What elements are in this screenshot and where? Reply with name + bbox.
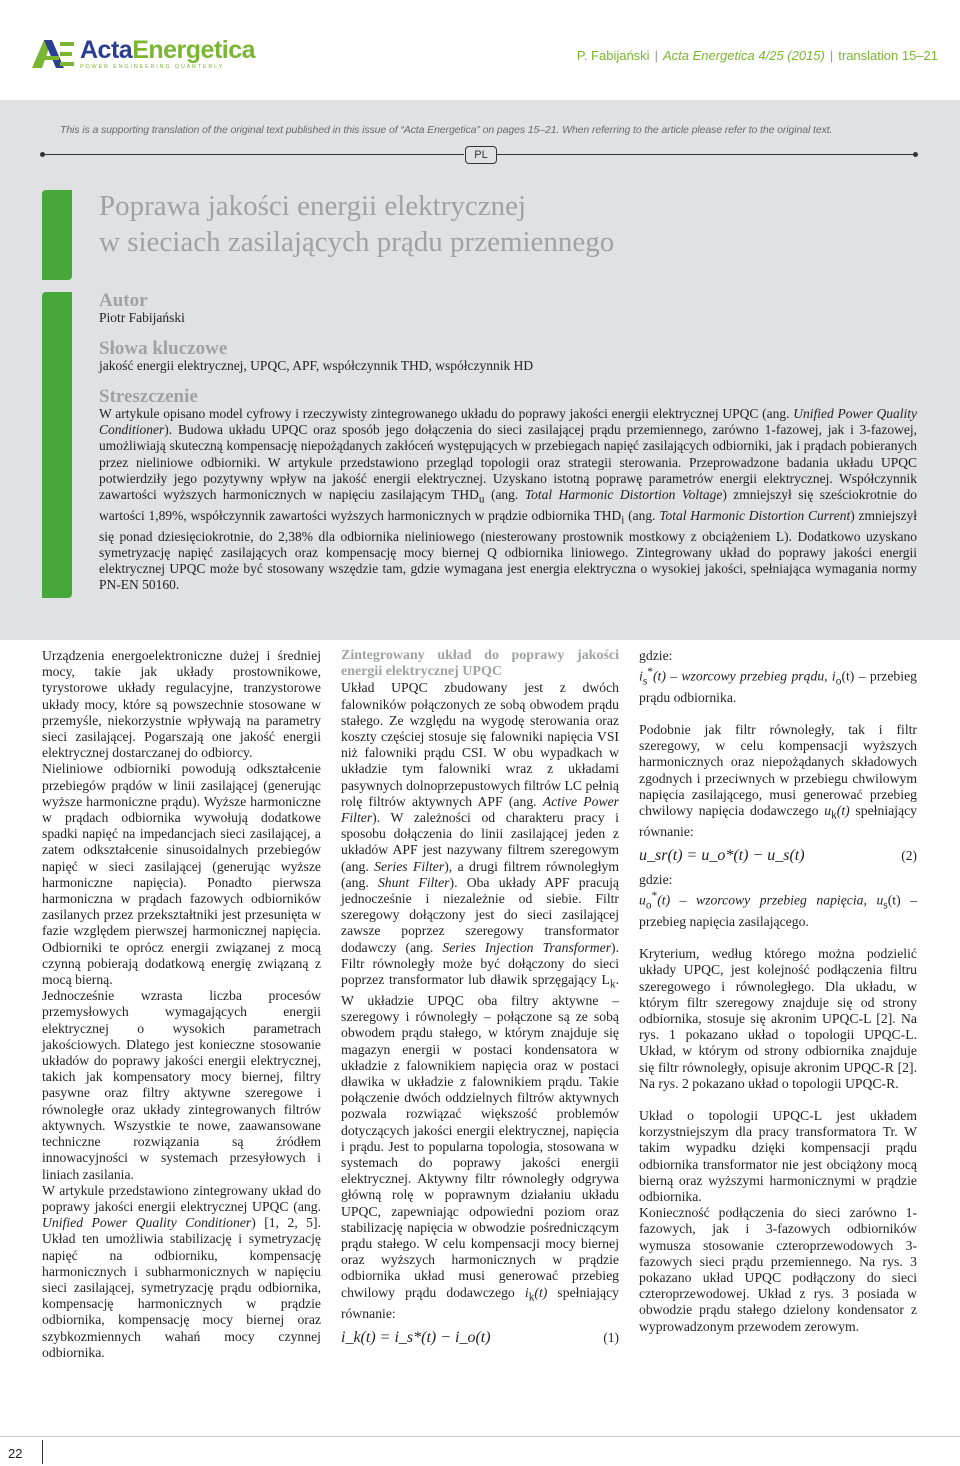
body-column-2 [341, 648, 619, 1354]
equation-2-formula: u_sr(t) = u_o*(t) − u_s(t) [639, 847, 805, 865]
rule-dot-right [913, 152, 918, 157]
paragraph: Układ o topologii UPQC-L jest układem korzystniejszym dla pracy transformatora Tr. W takim wypadku dzięki kompensacji prądu odbiornika transformator nie jest obciążony mocą bierną oraz wyższymi harmonicznymi w prądzie odbiornika. [639, 1108, 917, 1205]
logo-acta: Acta [80, 36, 133, 64]
equation-2-number: (2) [901, 848, 917, 864]
paragraph: Urządzenia energoelektroniczne dużej i średniej mocy, takie jak układy prostownikowe, tyrystorowe układy regulacyjne, tranzystorowe układy mocy, które są powszechnie stosowane w przemyśle, niekorzystnie wpływają na parametry sieci zasilającej. Pogarszają one jakość energii elektrycznej dostarczanej do odbiorcy. [42, 648, 321, 761]
keywords-heading: Słowa kluczowe [99, 338, 228, 359]
equation-1 [341, 1330, 619, 1346]
divider-left [42, 154, 464, 155]
equation-2 [639, 848, 917, 864]
title-line-1: Poprawa jakości energii elektrycznej [99, 190, 527, 222]
definition: $u_o^*(t)$ – wzorcowy przebieg napięcia, $u_s(t)$ – przebieg napięcia zasilającego. [639, 890, 917, 929]
logo-mark-icon [30, 38, 76, 70]
title-line-2: w sieciach zasilających prądu przemiennego [99, 226, 615, 258]
article-title [99, 188, 614, 260]
logo-energetica: Energetica [132, 36, 256, 64]
running-pages: translation 15–21 [838, 48, 938, 63]
paragraph: Konieczność podłączenia do sieci zarówno 1-fazowych, jak i 3-fazowych odbiorników wymusza stosowanie czteroprzewodowych 3-fazowych sieci prądu przemiennego. Na rys. 3 pokazano układ UPQC podłączony do sieci czteroprzewodowej. Układ z rys. 3 posiada w obwodzie prądu stałego dzielony kondensator z wyprowadzonym przewodem zerowym. [639, 1205, 917, 1334]
translation-notice: This is a supporting translation of the original text published in this issue of “Acta Energetica” on pages 15–21. When referring to the article please refer to the original text. [60, 124, 833, 136]
page-number: 22 [8, 1446, 23, 1461]
body-column-3 [639, 648, 917, 1335]
paragraph: gdzie: [639, 872, 673, 888]
title-accent-bar [42, 190, 72, 280]
paragraph: Podobnie jak filtr równoległy, tak i filtr szeregowy, w celu kompensacji wyższych harmonicznych oraz niepożądanych składowych zgodnych i przeciwnych w przebiegu chwilowym napięcia zasilającego, musi generować przebieg chwilowy napięcia dodawczego $u_k(t)$ spełniający równanie: [639, 721, 917, 839]
journal-logo[interactable] [30, 36, 255, 72]
paragraph: Kryterium, według którego można podzielić układy UPQC, jest kolejność podłączenia filtru szeregowego i równoległego. Dla układu, w którym filtr szeregowy znajduje się od strony odbiornika, stosuje się akronim UPQC-L [2]. Na rys. 1 pokazano układ o topologii UPQC-L. Układ, w którym od strony odbiornika znajduje się filtr równoległy, opisuje akronim UPQC-R [2]. Na rys. 2 pokazano układ o topologii UPQC-R. [639, 946, 917, 1091]
author-name: Piotr Fabijański [99, 310, 185, 325]
keywords: jakość energii elektrycznej, UPQC, APF, współczynnik THD, współczynnik HD [99, 358, 534, 373]
paragraph: gdzie: [639, 648, 673, 663]
abstract-text: W artykule opisano model cyfrowy i rzeczywisty zintegrowanego układu do poprawy jakości energii elektrycznej UPQC (ang. Unified Power Quality Conditioner). Budowa układu UPQC oraz sposób jego dołączenia do sieci zasilającej prądu przemiennego, zarówno 1-fazowej, jak i 3-fazowej, umożliwiają skuteczną kompensację niepożądanych zakłóceń występujących w przebiegach napięć zasilających odbiorniki, jak i prądach pobieranych przez nieliniowe odbiorniki. W artykule przedstawiono przegląd topologii oraz strategii sterowania. Przeprowadzone badania układu UPQC potwierdziły jego pozytywny wpływ na jakość energii elektrycznej. Uzyskano istotną poprawę parametrów energii elektrycznej. Współczynnik zawartości wyższych harmonicznych w napięciu zasilającym $THD_u$ (ang. Total Harmonic Distortion Voltage) zmniejszył się sześciokrotnie do wartości 1,89%, współczynnik zawartości wyższych harmonicznych w prądzie odbiornika $THD_i$ (ang. Total Harmonic Distortion Current) zmniejszył się ponad dziesięciokrotnie, do 2,38% dla odbiornika nieliniowego (niesterowany prostownik mostkowy z obciążeniem L). Dodatkowo uzyskano symetryzację napięć zasilających oraz kompensację mocy biernej Q odbiornika liniowego. Zintegrowany układ do poprawy jakości energii elektrycznej UPQC może być stosowany wszędzie tam, gdzie wymagana jest energia elektryczna o wysokiej jakości, spełniająca wymagania normy PN-EN 50160. [99, 406, 918, 593]
equation-1-formula: i_k(t) = i_s*(t) − i_o(t) [341, 1328, 491, 1346]
paragraph: Jednocześnie wzrasta liczba procesów przemysłowych wymagających energii elektrycznej o wysokich parametrach jakościowych. Dlatego jest konieczne stosowanie układów do poprawy jakości energii elektrycznej, takich jak kompensatory mocy biernej, filtry pasywne oraz filtry aktywne szeregowe i równoległe oraz układy zintegrowanych filtrów aktywnych. Wszystkie te nowe, zaawansowane techniczne rozwiązania są źródłem innowacyjności w systemach przesyłowych i liniach zasilania. [42, 988, 321, 1182]
abstract-heading: Streszczenie [99, 386, 198, 407]
author-heading: Autor [99, 290, 148, 311]
logo-subtitle: POWER ENGINEERING QUARTERLY [80, 64, 225, 70]
divider-right [497, 154, 915, 155]
paragraph: Układ UPQC zbudowany jest z dwóch falowników połączonych ze sobą obwodem prądu stałego. Ze względu na wygodę sterowania oraz koszty częściej stosuje się falowniki napięcia VSI niż falowniki prądu CSI. W obu wypadkach w układzie tym falowniki wraz z układami pasywnych dolnoprzepustowych filtrów LC pełnią rolę filtrów aktywnych APF (ang. Active Power Filter). W zależności od charakteru pracy i sposobu dołączenia do linii zasilającej jeden z układów APF jest nazywany filtrem szeregowym (ang. Series Filter), a drugi filtrem równoległym (ang. Shunt Filter). Oba układy APF pracują jednocześnie i niezależnie od siebie. Filtr szeregowy dołączony jest do sieci zasilającej zawsze poprzez szeregowy transformator dodawczy (ang. Series Injection Transformer). Filtr równoległy może być dołączony do sieci poprzez transformator lub dławik sprzęgający $L_k$. W układzie UPQC oba filtry aktywne – szeregowy i równoległy – połączone są ze sobą obwodem prądu stałego, w którym znajduje się magazyn energii w postaci kondensatora w układzie z falownikiem napięcia oraz w postaci dławika w układzie z falownikiem prądu. Takie połączenie dwóch oddzielnych filtrów aktywnych pozwala rozwiązać większość problemów dotyczących jakości energii elektrycznej, napięcia i prądu. Jest to popularna topologia, stosowana w systemach do poprawy jakości energii elektrycznej. Aktywny filtr równoległy odgrywa główną rolę w poprawnym działaniu układu UPQC, zapewniając odpowiedni poziom oraz stabilizację napięcia w obwodzie pośredniczącym prądu stałego. W celu kompensacji mocy biernej oraz wyższych harmonicznych w prądzie odbiornika układ musi generować przebieg chwilowy prądu dodawczego $i_k(t)$ spełniający równanie: [341, 680, 620, 1321]
body-column-1 [42, 648, 321, 1361]
running-journal: Acta Energetica 4/25 (2015) [662, 48, 825, 63]
section-heading: Zintegrowany układ do poprawy jakości energii elektrycznej UPQC [341, 648, 619, 680]
footer-rule [0, 1436, 960, 1437]
equation-1-number: (1) [603, 1329, 619, 1345]
journal-header [0, 0, 960, 100]
page-footer [0, 1436, 960, 1466]
running-header: P. Fabijański | Acta Energetica 4/25 (2015) | translation 15–21 [576, 48, 938, 63]
definition: $i_s^*(t)$ – wzorcowy przebieg prądu, $i_o(t)$ – przebieg prądu odbiornika. [639, 666, 917, 705]
meta-accent-bar [42, 292, 72, 598]
running-author: P. Fabijański [576, 48, 650, 63]
paragraph: Nieliniowe odbiorniki powodują odkształcenie przebiegów prądów w linii zasilającej (generując wyższe harmoniczne prądu). Wyższe harmoniczne w prądach odbiornika wywołują dodatkowe spadki napięć na impedancjach sieci zasilającej, a zatem odkształcenie sinusoidalnych przebiegów napięć w sieci zasilającej (generując wyższe harmoniczne napięcia). Ponadto pierwsza harmoniczna w prądach fazowych odbiorników zasilanych przez przekształtniki jest przesunięta w fazie względem pierwszej harmonicznej napięcia. Odbiorniki te oprócz energii związanej z mocą czynną pobierają dodatkową energię związaną z mocą bierną. [42, 761, 321, 988]
footer-divider [42, 1440, 43, 1464]
paragraph: W artykule przedstawiono zintegrowany układ do poprawy jakości energii elektrycznej UPQC (ang. Unified Power Quality Conditioner) [1, 2, 5]. Układ ten umożliwia stabilizację i symetryzację napięć na odbiorniku, kompensację harmonicznych i subharmonicznych w napięciu sieci zasilającej, symetryzację prądu odbiornika, kompensację harmonicznych w prądzie odbiornika, kompensację mocy biernej oraz szybkozmiennych wahań mocy czynnej odbiornika. [42, 1182, 321, 1360]
language-badge: PL [465, 146, 497, 164]
